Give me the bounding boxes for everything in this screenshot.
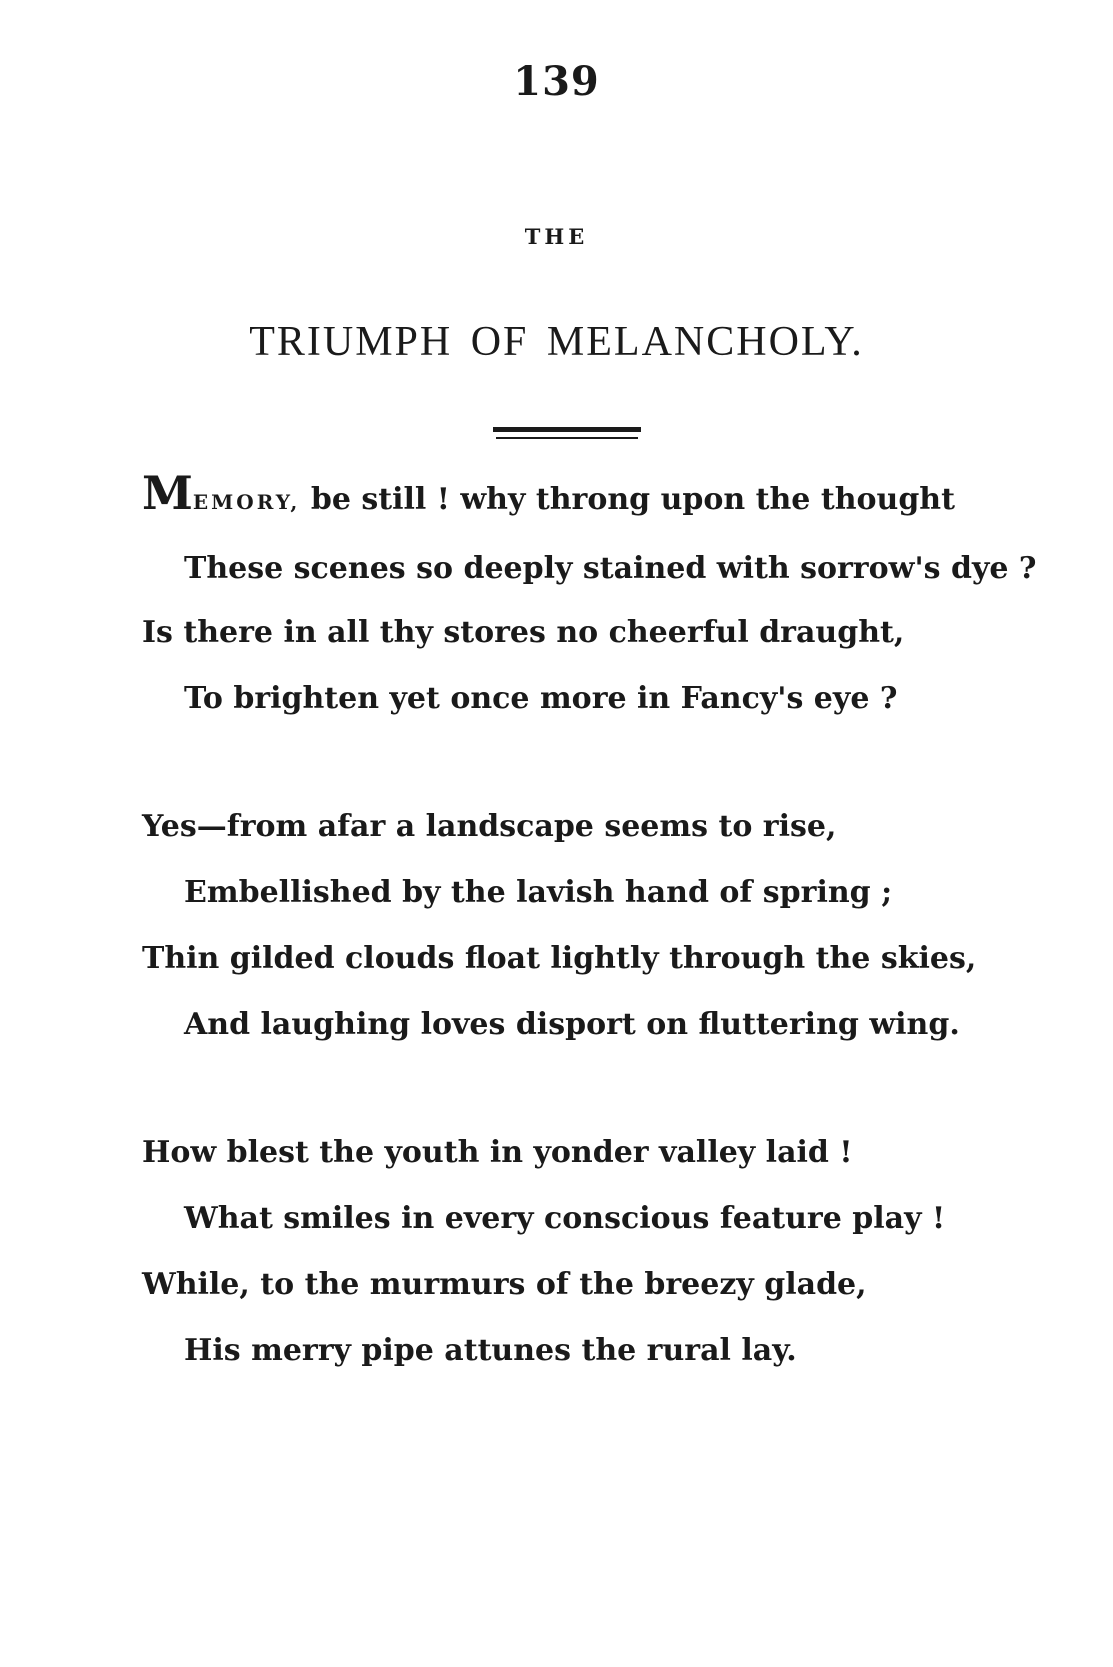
verse-line-3-4: His merry pipe attunes the rural lay. xyxy=(184,1333,797,1368)
small-caps-word: EMORY, xyxy=(192,490,301,514)
verse-line-2-3: Thin gilded clouds float lightly through the skies, xyxy=(142,941,977,976)
poem-title: TRIUMPH OF MELANCHOLY. xyxy=(249,319,864,365)
verse-line-3-1: How blest the youth in yonder valley laid ! xyxy=(142,1135,853,1170)
drop-cap: M xyxy=(142,466,193,520)
verse-line-1-3: Is there in all thy stores no cheerful draught, xyxy=(142,615,905,650)
title-rule-thin xyxy=(496,437,638,439)
verse-line-1-2: These scenes so deeply stained with sorrow's dye ? xyxy=(184,551,1037,586)
verse-line-1-1 xyxy=(142,466,955,520)
verse-line-text: be still ! why throng upon the thought xyxy=(300,482,955,517)
pre-title: THE xyxy=(524,224,589,249)
verse-line-2-1: Yes—from afar a landscape seems to rise, xyxy=(142,809,837,844)
verse-line-1-4: To brighten yet once more in Fancy's eye ? xyxy=(184,681,898,716)
title-rule-thick xyxy=(493,427,641,432)
verse-line-2-2: Embellished by the lavish hand of spring ; xyxy=(184,875,893,910)
page-number: 139 xyxy=(513,58,600,105)
verse-line-3-3: While, to the murmurs of the breezy glade, xyxy=(142,1267,867,1302)
verse-line-2-4: And laughing loves disport on fluttering wing. xyxy=(184,1007,960,1042)
verse-line-3-2: What smiles in every conscious feature play ! xyxy=(184,1201,946,1236)
